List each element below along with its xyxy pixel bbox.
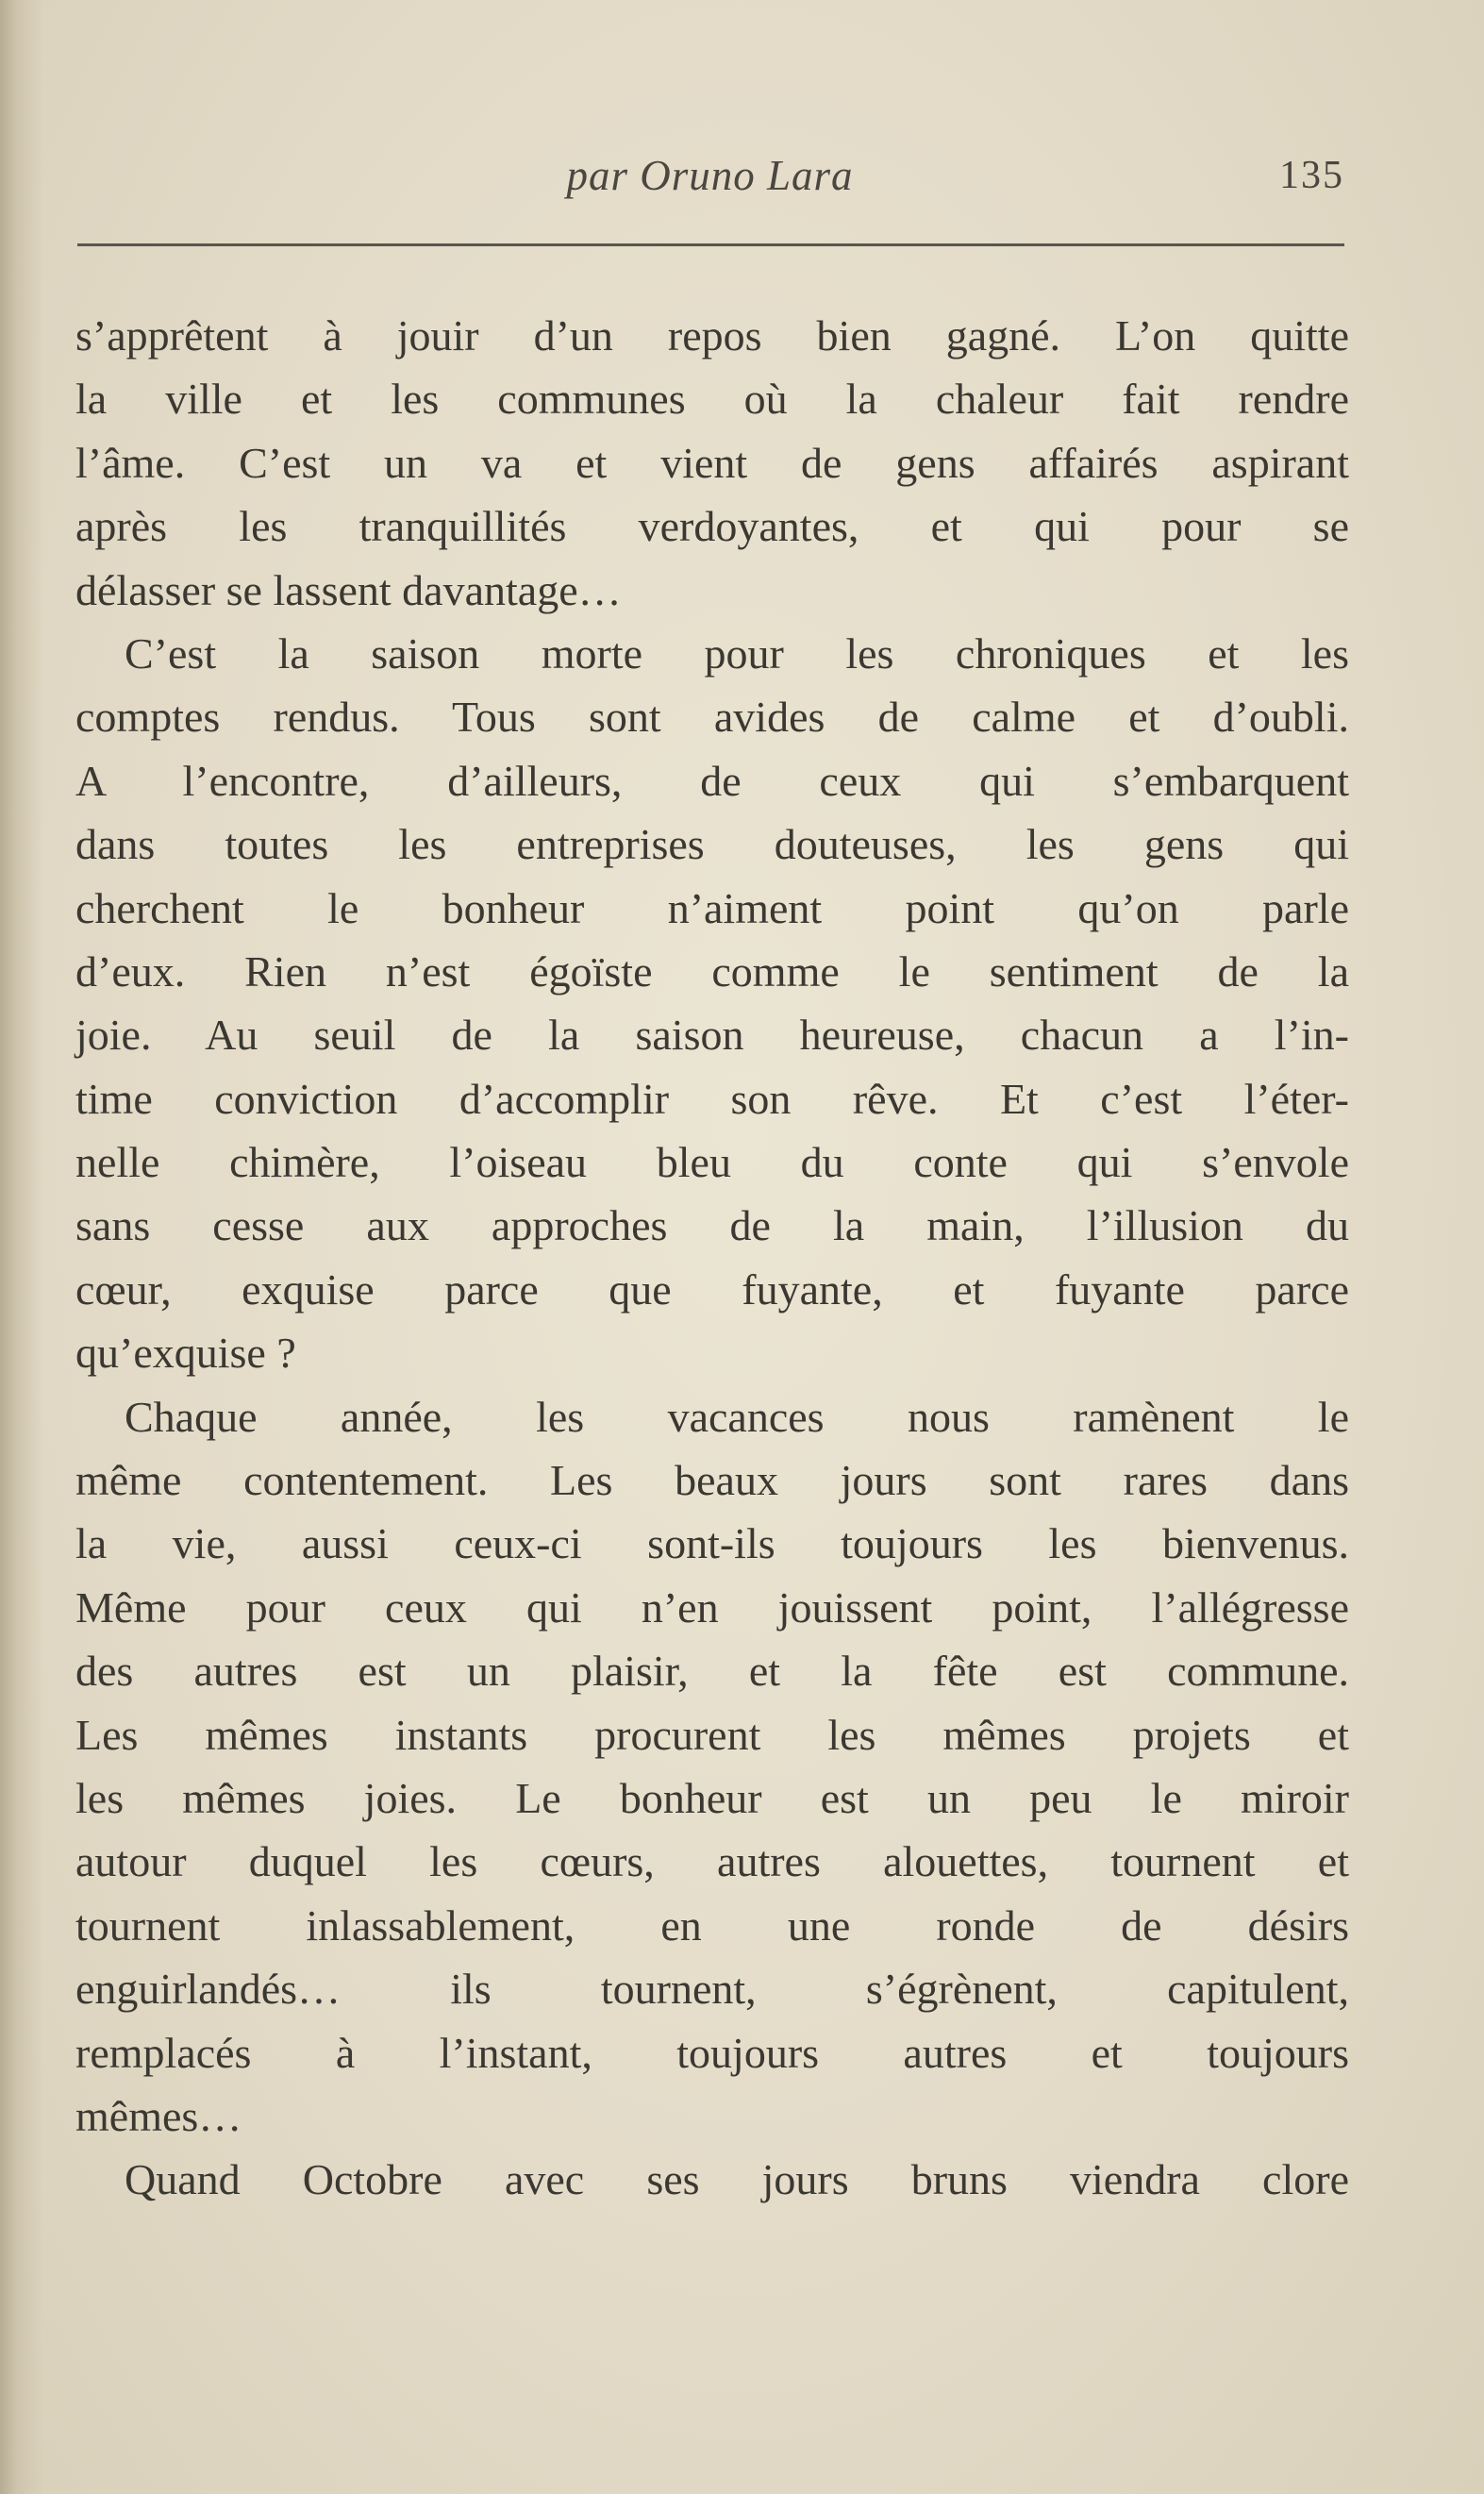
text-line: la ville et les communes où la chaleur fait rendre (75, 375, 1349, 424)
text-line: mêmes… (75, 2091, 242, 2140)
paragraph-start-line: C’est la saison morte pour les chroniques et les (125, 628, 1349, 678)
page-number: 135 (1279, 154, 1344, 197)
text-line: qu’exquise ? (75, 1329, 296, 1378)
text-line: comptes rendus. Tous sont avides de calme et d’oubli. (75, 693, 1349, 742)
text-line: nelle chimère, l’oiseau bleu du conte qui s’envole (75, 1138, 1349, 1187)
text-line: A l’encontre, d’ailleurs, de ceux qui s’embarquent (75, 756, 1349, 805)
text-line: cœur, exquise parce que fuyante, et fuyante parce (75, 1264, 1349, 1314)
text-line: Même pour ceux qui n’en jouissent point, l’allégresse (75, 1582, 1349, 1632)
text-line: des autres est un plaisir, et la fête est commune. (75, 1647, 1349, 1696)
text-line: même contentement. Les beaux jours sont rares dans (75, 1456, 1349, 1505)
body-text (75, 304, 1349, 2212)
text-line: time conviction d’accomplir son rêve. Et c’est l’éter- (75, 1074, 1349, 1123)
page-gutter-shadow (0, 0, 43, 2494)
text-line: enguirlandés… ils tournent, s’égrènent, capitulent, (75, 1965, 1349, 2014)
text-line: Les mêmes instants procurent les mêmes projets et (75, 1710, 1349, 1759)
text-line: tournent inlassablement, en une ronde de désirs (75, 1900, 1349, 1950)
paragraph-start-line: Chaque année, les vacances nous ramènent le (125, 1392, 1349, 1441)
text-line: sans cesse aux approches de la main, l’illusion du (75, 1201, 1349, 1250)
text-line: après les tranquillités verdoyantes, et qui pour se (75, 502, 1349, 551)
text-line: joie. Au seuil de la saison heureuse, chacun a l’in- (75, 1011, 1349, 1060)
text-line: les mêmes joies. Le bonheur est un peu le miroir (75, 1773, 1349, 1822)
text-line: délasser se lassent davantage… (75, 565, 622, 614)
header-rule (77, 243, 1344, 246)
text-line: autour duquel les cœurs, autres alouettes, tournent et (75, 1837, 1349, 1886)
text-line: dans toutes les entreprises douteuses, les gens qui (75, 820, 1349, 869)
text-line: s’apprêtent à jouir d’un repos bien gagné. L’on quitte (75, 311, 1349, 360)
text-line: cherchent le bonheur n’aiment point qu’on parle (75, 883, 1349, 932)
text-line: la vie, aussi ceux-ci sont-ils toujours les bienvenus. (75, 1519, 1349, 1568)
paragraph-start-line: Quand Octobre avec ses jours bruns viendra clore (125, 2155, 1349, 2204)
text-line: remplacés à l’instant, toujours autres et toujours (75, 2028, 1349, 2077)
page-header (75, 151, 1344, 213)
running-head: par Oruno Lara (566, 152, 854, 199)
text-line: d’eux. Rien n’est égoïste comme le sentiment de la (75, 946, 1349, 996)
text-line: l’âme. C’est un va et vient de gens affairés aspirant (75, 438, 1349, 487)
